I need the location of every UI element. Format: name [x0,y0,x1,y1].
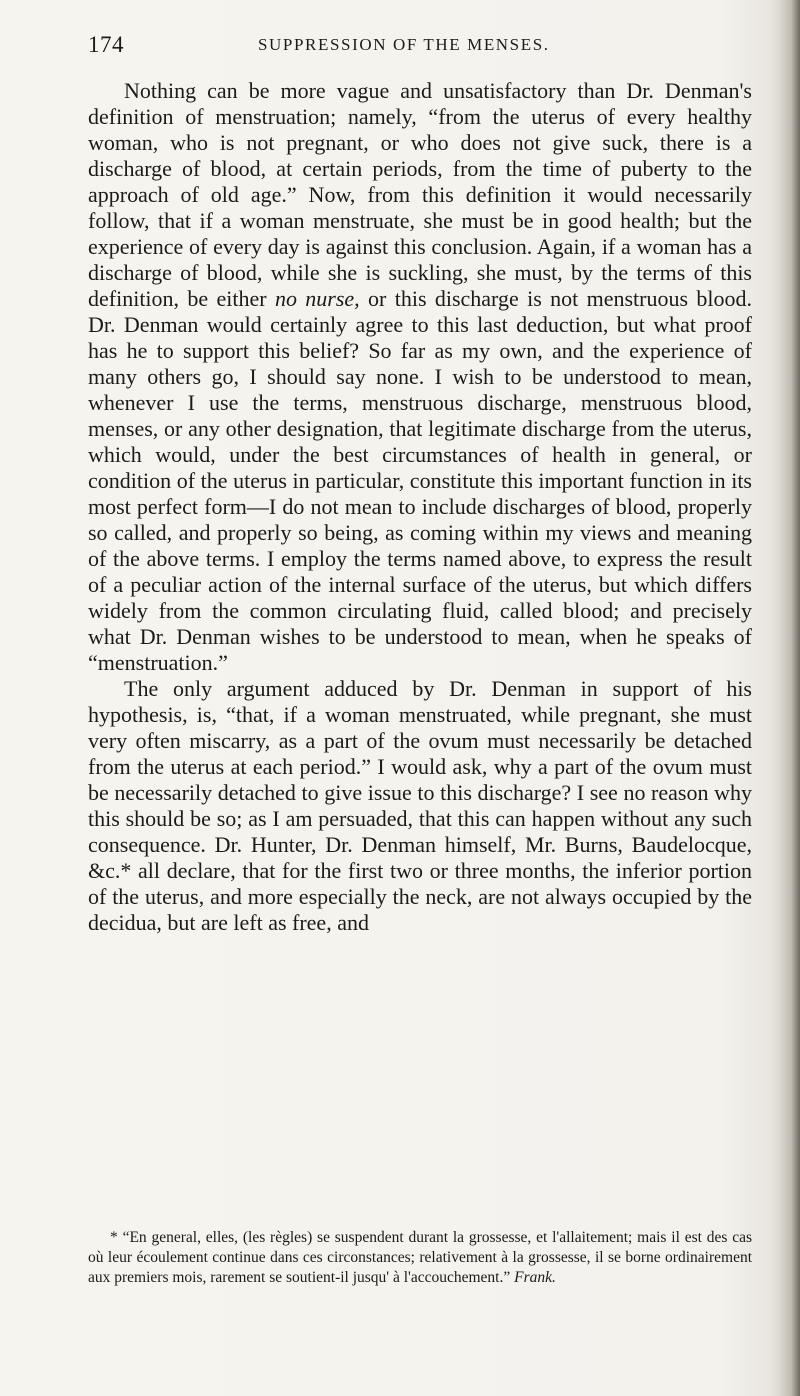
paragraph-1-start: Nothing can be more vague and unsatisfactory than Dr. Denman's definition of menstruation; namely, “from the uterus of every healthy woman, who is not pregnant, or who does not give suck, there is a discharge of blood, at certain periods, from the time of puberty to the approach of old age.” Now, from this definition it would necessarily follow, that if a woman menstruate, she must be in good health; but the experience of every day is against this conclusion. Again, if a woman has a discharge of blood, while she is suckling, she must, by the terms of this definition, be either [88,78,752,311]
paragraph-1-end: or this discharge is not menstruous blood. Dr. Denman would certainly agree to this last deduction, but what proof has he to support this belief? So far as my own, and the experience of many others go, I should say none. I wish to be understood to mean, whenever I use the terms, menstruous discharge, menstruous blood, menses, or any other designation, that legitimate discharge from the uterus, which would, under the best circumstances of health in general, or condition of the uterus in particular, constitute this important function in its most perfect form—I do not mean to include discharges of blood, properly so called, and properly so being, as coming within my views and meaning of the above terms. I employ the terms named above, to express the result of a peculiar action of the internal surface of the uterus, but which differs widely from the common circulating fluid, called blood; and precisely what Dr. Denman wishes to be understood to mean, when he speaks of “menstruation.” [88,286,752,675]
footnote [88,1228,752,1288]
body-text [88,78,752,936]
running-head [88,32,748,62]
paragraph-2: The only argument adduced by Dr. Denman in support of his hypothesis, is, “that, if a woman menstruated, while pregnant, she must very often miscarry, as a part of the ovum must necessarily be detached from the uterus at each period.” I would ask, why a part of the ovum must be necessarily detached to give issue to this discharge? I see no reason why this should be so; as I am persuaded, that this can happen without any such consequence. Dr. Hunter, Dr. Denman himself, Mr. Burns, Baudelocque, &c.* all declare, that for the first two or three months, the inferior portion of the uterus, and more especially the neck, are not always occupied by the decidua, but are left as free, and [88,676,752,935]
footnote-quote: * “En general, elles, (les règles) se suspendent durant la grossesse, et l'allaitement; mais il est des cas où leur écoulement continue dans ces circonstances; relativement à la grossesse, il se borne ordinairement aux premiers mois, rarement se soutient-il jusqu' à l'accouchement.” [88,1229,752,1286]
footnote-text [88,1228,752,1288]
italic-phrase: no nurse, [274,286,360,311]
paragraph-1 [88,78,752,676]
page-edge-shadow [778,0,800,1396]
page-number: 174 [88,32,124,57]
footnote-attribution: Frank. [514,1269,556,1286]
running-title: SUPPRESSION OF THE MENSES. [258,35,550,54]
